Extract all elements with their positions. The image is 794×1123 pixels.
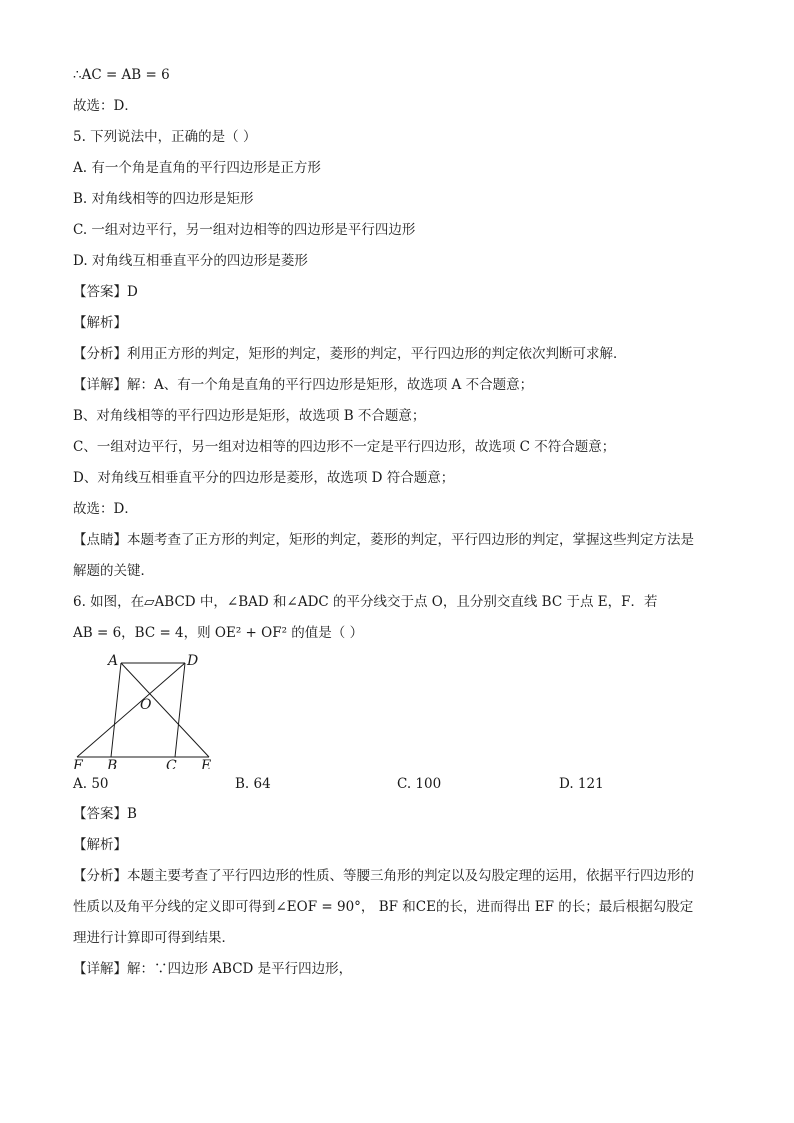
q5-detail-c: C、一组对边平行，另一组对边相等的四边形不一定是平行四边形，故选项 C 不符合题意；: [73, 439, 616, 455]
q6-stem-2: AB = 6，BC = 4，则 OE² + OF² 的值是（ ）: [73, 625, 364, 641]
document-page: [73, 60, 733, 985]
choose-line: 故选：D．: [73, 98, 138, 114]
q5-detail-d: D、对角线互相垂直平分的四边形是菱形，故选项 D 符合题意；: [73, 470, 455, 486]
q5-detail-a: 【详解】解：A、有一个角是直角的平行四边形是矩形，故选项 A 不合题意；: [73, 377, 534, 393]
q6-options: [73, 769, 733, 799]
q6-option-d: D. 121: [559, 776, 604, 792]
q5-answer: 【答案】D: [73, 284, 138, 300]
q6-detail: 【详解】解：∵四边形 ABCD 是平行四边形，: [73, 961, 353, 977]
q6-option-a: A. 50: [73, 776, 109, 792]
q5-comment-1: 【点睛】本题考查了正方形的判定，矩形的判定，菱形的判定，平行四边形的判定，掌握这些判定方法是: [73, 532, 694, 548]
label-f: F: [73, 758, 83, 769]
conclusion-line: ∴AC = AB = 6: [73, 67, 170, 83]
q6-jiexi-heading: 【解析】: [73, 837, 127, 853]
q6-option-c: C. 100: [397, 776, 442, 792]
parallelogram-figure: [73, 649, 733, 769]
q5-analysis: 【分析】利用正方形的判定，矩形的判定，菱形的判定，平行四边形的判定依次判断可求解．: [73, 346, 627, 362]
q5-option-a: A. 有一个角是直角的平行四边形是正方形: [73, 160, 321, 176]
geometry-diagram: [73, 649, 233, 769]
q5-choose: 故选：D．: [73, 501, 138, 517]
q6-answer: 【答案】B: [73, 806, 137, 822]
q5-detail-b: B、对角线相等的平行四边形是矩形，故选项 B 不合题意；: [73, 408, 426, 424]
q5-option-b: B. 对角线相等的四边形是矩形: [73, 191, 254, 207]
label-o: O: [140, 697, 152, 713]
segment-ab: [111, 663, 121, 757]
segment-dc: [175, 663, 185, 757]
bisector-df: [77, 663, 185, 757]
label-b: B: [107, 758, 118, 769]
q6-option-b: B. 64: [235, 776, 271, 792]
label-e: E: [201, 758, 212, 769]
label-d: D: [187, 653, 199, 669]
q6-stem-1: 6. 如图，在▱ABCD 中，∠BAD 和∠ADC 的平分线交于点 O，且分别交直线 BC 于点 E，F．若: [73, 594, 658, 610]
q6-analysis-2: 性质以及角平分线的定义即可得到∠EOF = 90°， BF 和CE的长，进而得出 EF 的长；最后根据勾股定: [73, 899, 694, 915]
q5-option-c: C. 一组对边平行，另一组对边相等的四边形是平行四边形: [73, 222, 416, 238]
q5-option-d: D. 对角线互相垂直平分的四边形是菱形: [73, 253, 308, 269]
q6-analysis-1: 【分析】本题主要考查了平行四边形的性质、等腰三角形的判定以及勾股定理的运用，依据平行四边形的: [73, 868, 694, 884]
q5-stem: 5. 下列说法中，正确的是（ ）: [73, 129, 257, 145]
bisector-ae: [121, 663, 209, 757]
q5-jiexi-heading: 【解析】: [73, 315, 127, 331]
q6-analysis-3: 理进行计算即可得到结果．: [73, 930, 235, 946]
label-c: C: [166, 758, 177, 769]
q5-comment-2: 解题的关键．: [73, 563, 154, 579]
label-a: A: [108, 653, 119, 669]
